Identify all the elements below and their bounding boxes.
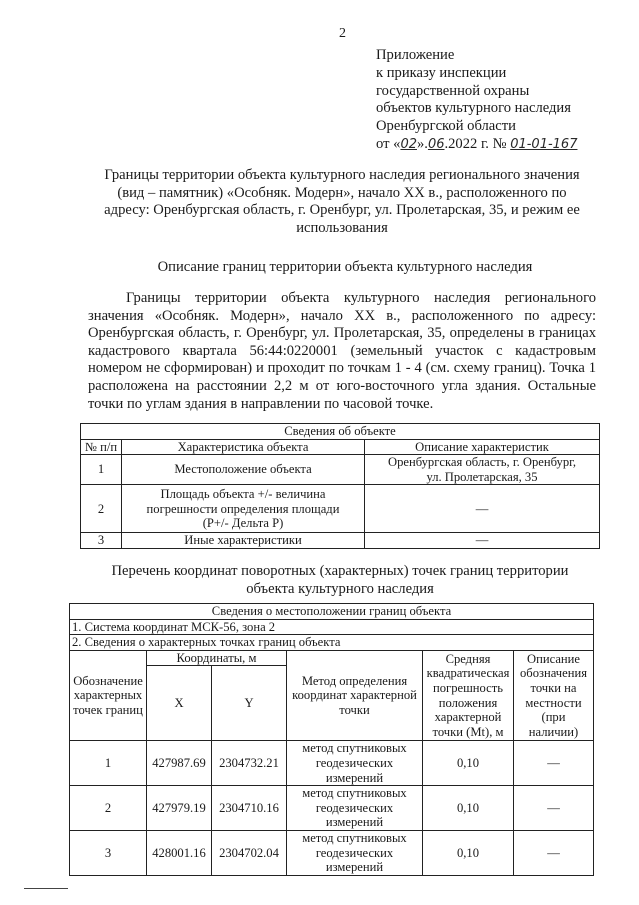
- table-row: [81, 485, 600, 533]
- col-description: [514, 650, 594, 741]
- col-coords: Координаты, м: [147, 650, 287, 666]
- title-line: (вид – памятник) «Особняк. Модерн», начало XX в., расположенного по: [117, 184, 567, 201]
- table-row: [70, 786, 594, 831]
- header-line: квадратическая: [426, 666, 510, 681]
- header-line: точек границ: [73, 702, 143, 717]
- col-method: [287, 650, 423, 741]
- value-line: ул. Пролетарская, 35: [426, 469, 538, 484]
- title-line: адресу: Оренбургская область, г. Оренбург, ул. Пролетарская, 35, и режим ее: [104, 202, 580, 219]
- appendix-line: объектов культурного наследия: [376, 100, 571, 117]
- row-number: 1: [81, 455, 122, 485]
- point-description: —: [514, 830, 594, 875]
- header-line: Метод определения: [301, 673, 408, 688]
- name-line: Площадь объекта +/- величина: [160, 486, 326, 501]
- name-line: (Р+/- Дельта Р): [202, 516, 284, 531]
- points-caption: 2. Сведения о характерных точках границ объекта: [70, 635, 594, 651]
- header-line: положения: [438, 695, 498, 710]
- table-header: № п/п: [81, 439, 122, 455]
- row-number: 3: [81, 533, 122, 549]
- section-heading: Описание границ территории объекта культурного наследия: [157, 259, 533, 275]
- col-accuracy: [423, 650, 514, 741]
- method-line: метод спутниковых: [302, 830, 407, 845]
- title-line: использования: [296, 219, 388, 236]
- x-value: 427979.19: [147, 786, 212, 831]
- coordinate-system: 1. Система координат МСК-56, зона 2: [70, 619, 594, 635]
- method-line: метод спутниковых: [302, 786, 407, 801]
- date-prefix: от «: [376, 135, 401, 152]
- object-info-table: [80, 423, 600, 549]
- row-name: [122, 485, 365, 533]
- accuracy: 0,10: [423, 741, 514, 786]
- method: [287, 786, 423, 831]
- header-line: наличии): [528, 724, 579, 739]
- appendix-line: Оренбургской области: [376, 118, 516, 135]
- order-number: 01-01-167: [510, 136, 578, 152]
- header-line: точки (Mt), м: [432, 724, 504, 739]
- point-description: —: [514, 741, 594, 786]
- table-caption: Сведения об объекте: [81, 424, 600, 440]
- col-x: X: [147, 666, 212, 741]
- row-name: Иные характеристики: [122, 533, 365, 549]
- header-line: обозначения: [520, 666, 587, 681]
- row-number: 2: [81, 485, 122, 533]
- accuracy: 0,10: [423, 786, 514, 831]
- boundary-description: Границы территории объекта культурного наследия регионального значения «Особняк. Модерн», начало XX в., расположенного по адресу: Оренбургская область, г. Оренбург, ул. Пролетарская, 35, определены в границах кадастрового квартала 56:44:0220001 (земельный участок с кадастровым номером не сформирован) и проходит по точкам 1 - 4 (см. схему границ). Точка 1 расположена на расстоянии 2,2 м от юго-восточного угла здания. Остальные точки по углам здания в направлении по часовой точке.: [88, 290, 596, 412]
- title-line: Границы территории объекта культурного наследия регионального значения: [104, 167, 580, 183]
- y-value: 2304710.16: [212, 786, 287, 831]
- appendix-date-line: [376, 136, 577, 154]
- header-line: Описание: [527, 651, 580, 666]
- point-id: 1: [70, 741, 147, 786]
- name-line: погрешности определения площади: [146, 501, 340, 516]
- page-number: 2: [339, 26, 346, 41]
- point-description: —: [514, 786, 594, 831]
- date-month: 06: [427, 136, 445, 152]
- appendix-block: [376, 47, 577, 154]
- method-line: геодезических измерений: [315, 755, 394, 785]
- header-line: координат характерной: [292, 688, 417, 703]
- table-row: [70, 741, 594, 786]
- coordinates-table: [69, 603, 594, 876]
- header-line: точки: [339, 702, 370, 717]
- title-line: объекта культурного наследия: [246, 580, 434, 597]
- x-value: 428001.16: [147, 830, 212, 875]
- point-id: 2: [70, 786, 147, 831]
- table-header: Характеристика объекта: [122, 439, 365, 455]
- footnote-divider: [24, 888, 68, 889]
- y-value: 2304732.21: [212, 741, 287, 786]
- method: [287, 830, 423, 875]
- date-year: .2022 г. №: [444, 135, 507, 152]
- accuracy: 0,10: [423, 830, 514, 875]
- table-caption: Сведения о местоположении границ объекта: [70, 604, 594, 620]
- date-mid: ».: [416, 135, 428, 152]
- header-line: точки на: [530, 680, 577, 695]
- table-row: [81, 533, 600, 549]
- row-value: —: [365, 533, 600, 549]
- header-line: характерной: [434, 710, 502, 725]
- coordinates-title: [80, 563, 600, 598]
- point-id: 3: [70, 830, 147, 875]
- method-line: геодезических измерений: [315, 800, 394, 830]
- date-day: 02: [400, 136, 417, 152]
- header-line: Обозначение: [73, 673, 143, 688]
- header-line: местности: [525, 695, 582, 710]
- header-line: Средняя: [445, 651, 491, 666]
- method-line: геодезических измерений: [315, 845, 394, 875]
- y-value: 2304702.04: [212, 830, 287, 875]
- title-line: Перечень координат поворотных (характерных) точек границ территории: [111, 563, 569, 579]
- row-value: —: [365, 485, 600, 533]
- row-name: Местоположение объекта: [122, 455, 365, 485]
- table-header: Описание характеристик: [365, 439, 600, 455]
- method-line: метод спутниковых: [302, 741, 407, 756]
- appendix-line: государственной охраны: [376, 82, 530, 99]
- row-value: [365, 455, 600, 485]
- col-y: Y: [212, 666, 287, 741]
- x-value: 427987.69: [147, 741, 212, 786]
- appendix-line: к приказу инспекции: [376, 64, 507, 81]
- table-row: [81, 455, 600, 485]
- value-line: Оренбургская область, г. Оренбург,: [387, 455, 577, 470]
- appendix-line: Приложение: [376, 47, 455, 63]
- col-point: [70, 650, 147, 741]
- table-row: [70, 830, 594, 875]
- header-line: характерных: [73, 688, 143, 703]
- header-line: погрешность: [433, 680, 503, 695]
- method: [287, 741, 423, 786]
- header-line: (при: [541, 710, 566, 725]
- document-title: [82, 167, 602, 237]
